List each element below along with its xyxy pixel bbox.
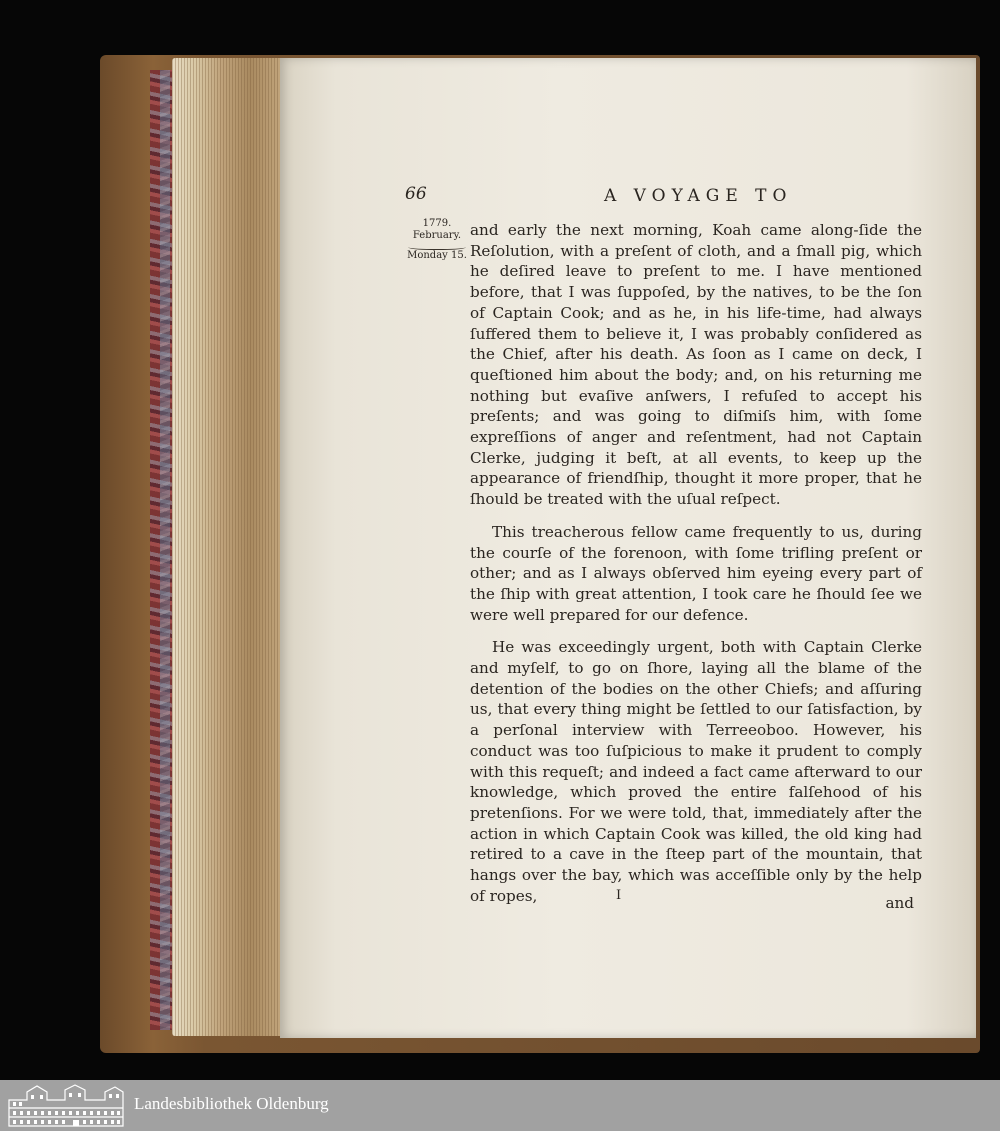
page-number: 66 [405,184,427,204]
signature-mark: I [616,888,622,903]
library-name: Landesbibliothek Oldenburg [134,1094,329,1113]
marbled-endpaper-blue [160,70,170,1030]
margin-note-year: 1779. [422,218,452,229]
paragraph-2: This treacherous fellow came frequently to us, during the courſe of the forenoon, with ſome trifling preſent or other; and as I always obſerved him eyeing every part of the ſhip with great attention, I took care he ſhould ſee we were well prepared for our defence. [470,522,922,624]
body-text [470,220,922,907]
page-edges [172,58,284,1036]
running-head: A VOYAGE TO [604,186,793,206]
library-building-icon [7,1084,125,1128]
catchword: and [885,894,914,912]
paragraph-1: and early the next morning, Koah came along-ſide the Reſolution, with a preſent of cloth, and a ſmall pig, which he deſired leave to preſent to me. I have mentioned before, that I was ſuppoſed, by the natives, to be the ſon of Captain Cook; and as he, in his life-time, had always ſuffered them to believe it, I was probably conſidered as the Chief, after his death. As ſoon as I came on deck, I queſtioned him about the body; and, on his returning me nothing but evaſive anſwers, I refuſed to accept his preſents; and was going to diſmiſs him, with ſome expreſſions of anger and reſentment, had not Captain Clerke, judging it beſt, at all events, to keep up the appearance of friendſhip, thought it more proper, that he ſhould be treated with the uſual reſpect. [470,221,922,509]
paragraph-3: He was exceedingly urgent, both with Captain Clerke and myſelf, to go on ſhore, laying all the blame of the detention of the bodies on the other Chiefs; and aſſuring us, that every thing might be ſettled to our ſatisfaction, by a perſonal interview with Terreeoboo. However, his conduct was too ſuſpicious to make it prudent to comply with this requeſt; and indeed a fact came afterward to our knowledge, which proved the entire falſehood of his pretenſions. For we were told, that, immediately after the action in which Captain Cook was killed, the old king had retired to a cave in the ſteep part of the mountain, that hangs over the bay, which was acceſſible only by the help of ropes, [470,638,922,905]
brace-mark [408,243,466,250]
margin-note-day: Monday 15. [407,250,467,261]
library-banner [0,1080,1000,1131]
margin-note-month: February. [412,230,462,241]
margin-note [402,218,472,262]
page-footer [470,888,914,912]
